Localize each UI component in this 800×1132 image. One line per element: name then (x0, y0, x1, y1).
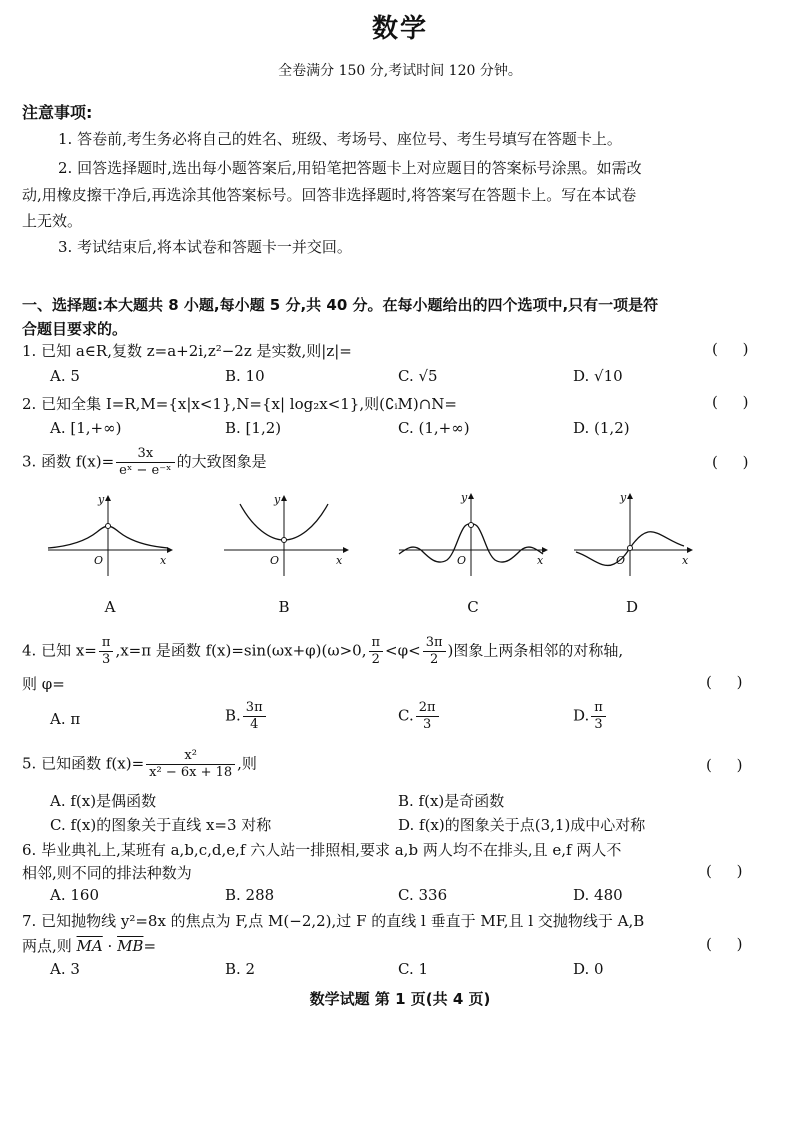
q4-fraction-denominator: 2 (429, 652, 439, 667)
q3-stem (22, 446, 267, 479)
q4-fraction-numerator: 3π (423, 635, 446, 652)
q4-fraction-denominator: 2 (371, 652, 380, 667)
q4-fraction-3pi-2 (423, 635, 446, 668)
q5-option-b: B. f(x)是奇函数 (398, 792, 505, 810)
q3-graph-b (218, 490, 358, 580)
origin-label: O (94, 554, 104, 567)
section-heading-line-1: 一、选择题:本大题共 8 小题,每小题 5 分,共 40 分。在每小题给出的四个选项中,只有一项是符 (22, 296, 659, 314)
q7-option-a: A. 3 (50, 960, 80, 978)
q3-graph-label-c: C (467, 598, 479, 616)
q4-fraction-denominator: 3 (102, 652, 111, 667)
axis-y-label: y (98, 493, 105, 506)
q6-option-d: D. 480 (573, 886, 623, 904)
q4-option-c-denominator: 3 (422, 717, 432, 732)
q1-stem: 1. 已知 a∈R,复数 z=a+2i,z²−2z 是实数,则|z|= (22, 342, 352, 360)
q7-vector-ma: $\overline{MA}$ (76, 937, 103, 955)
axis-x-label: x (682, 554, 689, 567)
q5-option-c: C. f(x)的图象关于直线 x=3 对称 (50, 816, 272, 834)
q4-option-d-letter: D. (573, 706, 590, 725)
q4-option-b-denominator: 4 (250, 717, 259, 732)
axis-x-label: x (160, 554, 167, 567)
q7-stem-line-2 (22, 935, 156, 956)
open-point (282, 538, 287, 543)
q5-stem (22, 748, 257, 781)
q2-answer-paren: ( ) (712, 393, 759, 411)
q3-answer-paren: ( ) (712, 453, 759, 471)
q1-option-b: B. 10 (225, 367, 265, 385)
origin-label: O (270, 554, 280, 567)
q7-stem-line-1: 7. 已知抛物线 y²=8x 的焦点为 F,点 M(−2,2),过 F 的直线 l 垂直于 MF,且 l 交抛物线于 A,B (22, 912, 645, 930)
q4-option-c-letter: C. (398, 706, 414, 725)
q2-option-a: A. [1,+∞) (50, 419, 122, 437)
q7-dot-operator: · (102, 937, 118, 955)
q5-answer-paren: ( ) (706, 756, 753, 774)
q2-option-b: B. [1,2) (225, 419, 282, 437)
q4-fraction-pi-3 (99, 635, 114, 668)
q2-option-c: C. (1,+∞) (398, 419, 470, 437)
q7-option-d: D. 0 (573, 960, 604, 978)
q5-fraction (146, 748, 235, 781)
q3-stem-prefix: 3. 函数 f(x)= (22, 452, 115, 471)
q4-option-b-letter: B. (225, 706, 241, 725)
q2-option-d: D. (1,2) (573, 419, 630, 437)
q7-stem-line-2-text: 两点,则 (22, 937, 77, 955)
q3-graph-label-b: B (278, 598, 290, 616)
q1-option-a: A. 5 (50, 367, 80, 385)
page-footer: 数学试题 第 1 页(共 4 页) (309, 990, 491, 1008)
notice-heading: 注意事项: (22, 103, 93, 122)
q4-stem-a: 4. 已知 x= (22, 641, 97, 660)
q4-option-b (225, 700, 268, 733)
q4-stem (22, 635, 623, 668)
q3-graph-c (395, 488, 555, 580)
q5-stem-suffix: ,则 (237, 754, 257, 773)
q4-option-c-fraction (416, 700, 439, 733)
q5-fraction-numerator: x² (146, 748, 235, 765)
q4-fraction-numerator: π (99, 635, 114, 652)
axis-y-label: y (274, 493, 281, 506)
open-point (106, 524, 111, 529)
q1-answer-paren: ( ) (712, 340, 759, 358)
notice-item-2-line-2: 动,用橡皮擦干净后,再选涂其他答案标号。回答非选择题时,将答案写在答题卡上。写在本试卷 (22, 186, 637, 204)
q4-option-c-numerator: 2π (416, 700, 439, 717)
q4-option-d-fraction (591, 700, 606, 733)
q3-graph-label-a: A (104, 598, 116, 616)
q5-fraction-denominator: x² − 6x + 18 (149, 765, 233, 780)
q4-stem-c: )图象上两条相邻的对称轴, (447, 641, 624, 660)
notice-item-3: 3. 考试结束后,将本试卷和答题卡一并交回。 (58, 238, 352, 256)
q3-graph-label-d: D (625, 598, 639, 616)
open-point (469, 523, 474, 528)
q4-fraction-pi-2 (369, 635, 384, 668)
q3-fraction (116, 446, 174, 479)
q4-option-d-numerator: π (591, 700, 606, 717)
q4-option-b-fraction (243, 700, 266, 733)
q7-equals: = (143, 937, 157, 955)
q7-answer-paren: ( ) (706, 935, 753, 953)
q4-option-d-denominator: 3 (594, 717, 603, 732)
q4-fraction-numerator: π (369, 635, 384, 652)
q3-fraction-denominator: eˣ − e⁻ˣ (119, 463, 172, 478)
origin-label: O (616, 554, 626, 567)
q4-stem-line-2: 则 φ= (22, 675, 65, 693)
q7-option-b: B. 2 (225, 960, 256, 978)
q1-option-c: C. √5 (398, 367, 438, 385)
q3-stem-suffix: 的大致图象是 (176, 452, 267, 471)
q7-option-c: C. 1 (398, 960, 429, 978)
q6-answer-paren: ( ) (706, 862, 753, 880)
q4-option-a: A. π (50, 710, 81, 728)
open-point (628, 546, 633, 551)
q4-stem-b: ,x=π 是函数 f(x)=sin(ωx+φ)(ω>0, (115, 641, 367, 660)
q5-option-a: A. f(x)是偶函数 (50, 792, 157, 810)
q4-answer-paren: ( ) (706, 673, 753, 691)
page-title: 数学 (371, 14, 428, 44)
q6-stem-line-2: 相邻,则不同的排法种数为 (22, 864, 192, 882)
q1-option-d: D. √10 (573, 367, 623, 385)
notice-item-2-line-3: 上无效。 (22, 212, 83, 230)
q6-option-c: C. 336 (398, 886, 448, 904)
origin-label: O (457, 554, 467, 567)
notice-item-2-line-1: 2. 回答选择题时,选出每小题答案后,用铅笔把答题卡上对应题目的答案标号涂黑。如需改 (58, 159, 642, 177)
axis-y-label: y (461, 491, 468, 504)
q3-fraction-numerator: 3x (116, 446, 174, 463)
q6-stem-line-1: 6. 毕业典礼上,某班有 a,b,c,d,e,f 六人站一排照相,要求 a,b 两人均不在排头,且 e,f 两人不 (22, 841, 622, 859)
axis-y-label: y (620, 491, 627, 504)
q3-graph-d (570, 488, 700, 580)
q2-stem: 2. 已知全集 I=R,M={x|x<1},N={x| log₂x<1},则(∁ᵢM)∩N= (22, 395, 458, 413)
q7-vector-mb: $\overline{MB}$ (117, 937, 144, 955)
exam-info: 全卷满分 150 分,考试时间 120 分钟。 (278, 63, 522, 79)
notice-item-1: 1. 答卷前,考生务必将自己的姓名、班级、考场号、座位号、考生号填写在答题卡上。 (58, 130, 622, 148)
q5-option-d: D. f(x)的图象关于点(3,1)成中心对称 (398, 816, 646, 834)
q6-option-b: B. 288 (225, 886, 275, 904)
q4-option-c (398, 700, 441, 733)
q4-option-b-numerator: 3π (243, 700, 266, 717)
section-heading-line-2: 合题目要求的。 (22, 320, 128, 338)
q3-graph-a (42, 490, 182, 580)
q6-option-a: A. 160 (50, 886, 99, 904)
q4-inequality: <φ< (385, 641, 421, 660)
q5-stem-prefix: 5. 已知函数 f(x)= (22, 754, 145, 773)
axis-x-label: x (336, 554, 343, 567)
q4-option-d (573, 700, 608, 733)
axis-x-label: x (537, 554, 544, 567)
